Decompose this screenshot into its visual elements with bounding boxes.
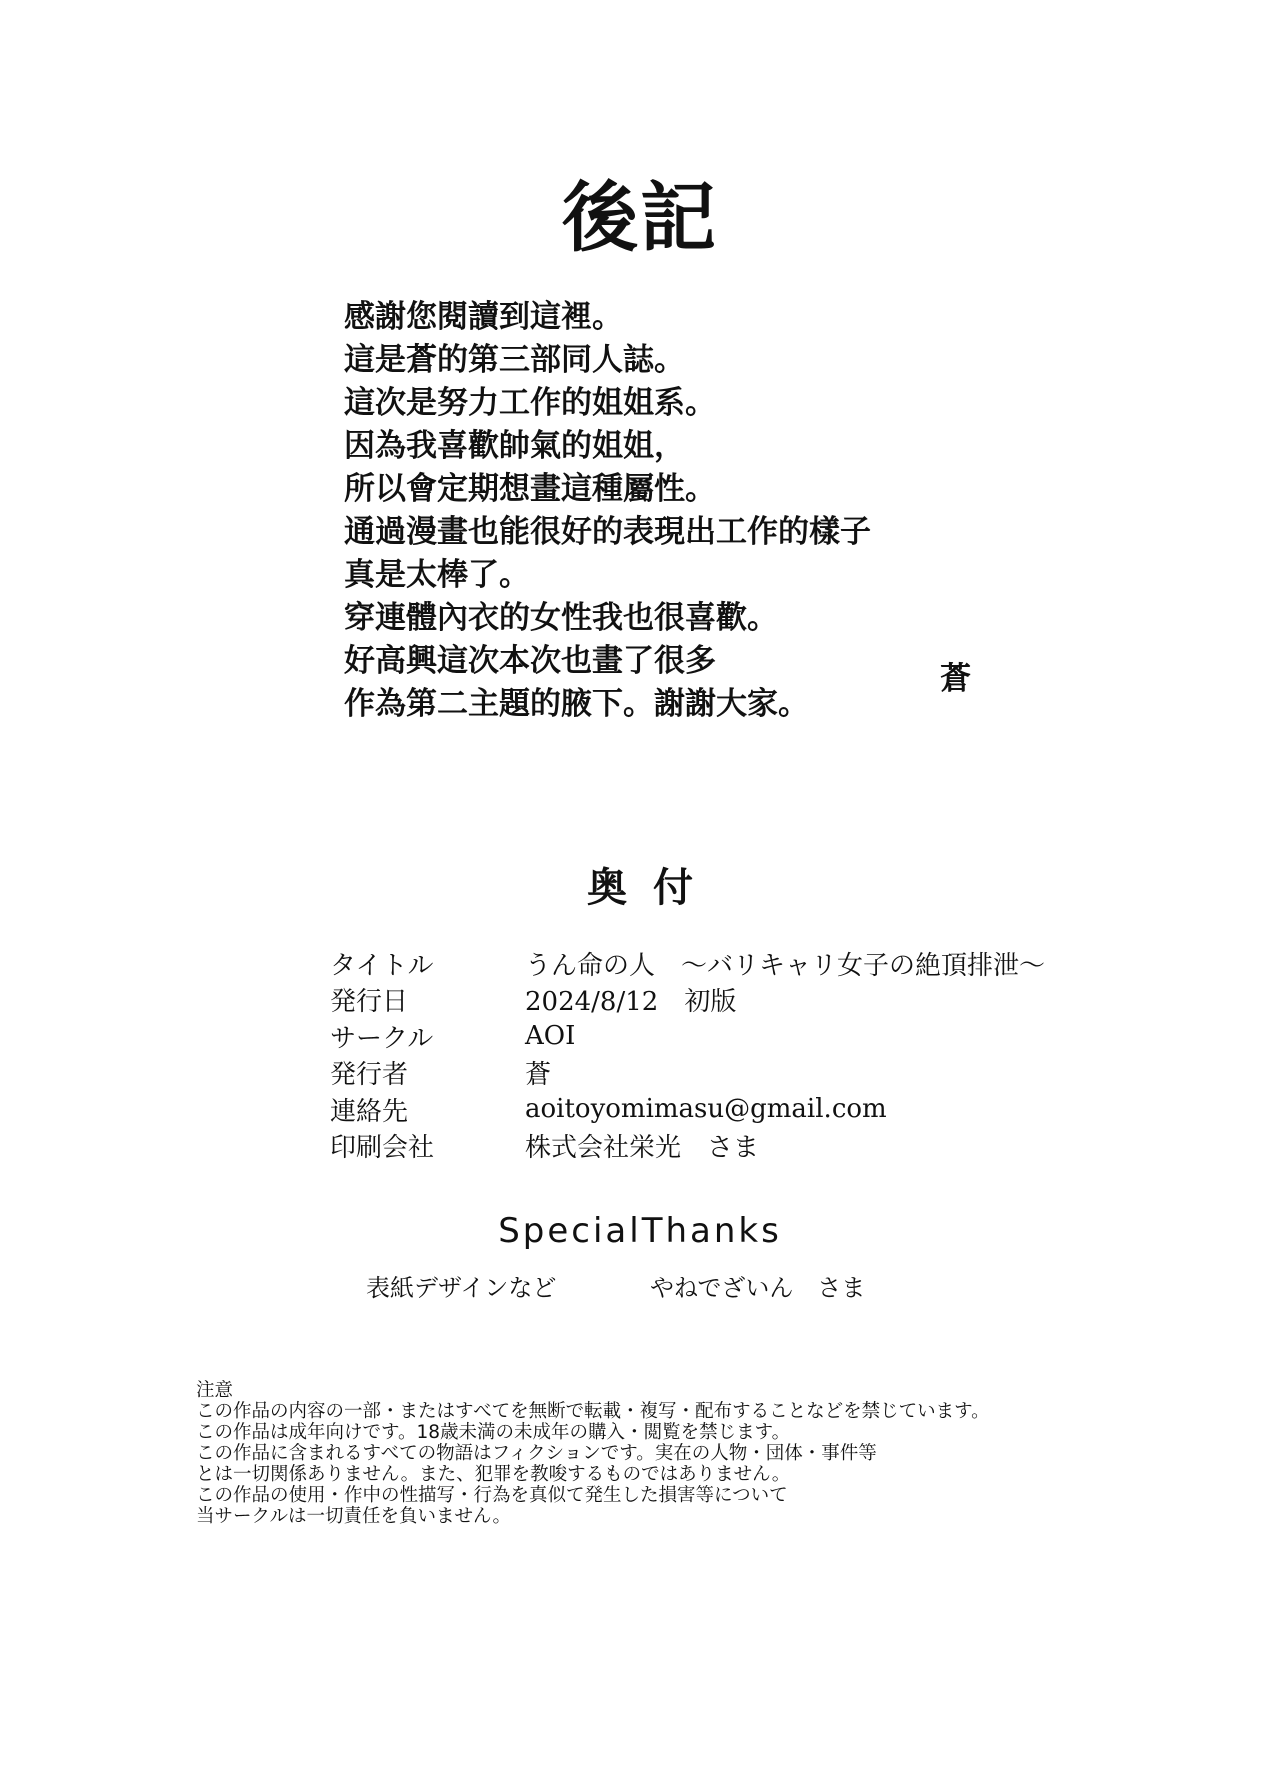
special-thanks-row — [366, 1276, 986, 1300]
colophon-label: 発行日 — [330, 987, 409, 1018]
notice-line: この作品に含まれるすべての物語はフィクションです。実在の人物・団体・事件等 — [196, 1443, 877, 1464]
contact-email: aoitoyomimasu@gmail.com — [525, 1094, 887, 1125]
colophon-value: AOI — [525, 1021, 576, 1052]
notice-line: この作品は成年向けです。18歳未満の未成年の購入・閲覧を禁じます。 — [196, 1422, 791, 1443]
colophon-row-printer — [330, 1128, 1130, 1165]
colophon-title: 奥付 — [587, 865, 719, 911]
colophon-value: うん命の人 〜バリキャリ女子の絶頂排泄〜 — [525, 950, 1046, 981]
colophon-label: タイトル — [330, 950, 434, 981]
colophon-row-circle — [330, 1018, 1130, 1055]
colophon-row-publisher — [330, 1055, 1130, 1092]
colophon-label: 発行者 — [330, 1060, 409, 1091]
colophon-label: サークル — [330, 1023, 434, 1054]
notice-line: この作品の内容の一部・またはすべてを無断で転載・複写・配布することなどを禁じています。 — [196, 1401, 990, 1422]
colophon-label: 連絡先 — [330, 1096, 409, 1127]
notice-line: とは一切関係ありません。また、犯罪を教唆するものではありません。 — [196, 1464, 791, 1485]
afterword-line: 感謝您閱讀到這裡。 — [344, 299, 623, 335]
colophon-label: 印刷会社 — [330, 1133, 435, 1164]
afterword-line: 這是蒼的第三部同人誌。 — [344, 342, 685, 378]
afterword-line: 因為我喜歡帥氣的姐姐， — [344, 428, 685, 464]
colophon-value: 蒼 — [525, 1060, 552, 1091]
afterword-line: 通過漫畫也能很好的表現出工作的樣子 — [344, 514, 871, 550]
notice-line: 当サークルは一切責任を負いません。 — [196, 1506, 512, 1527]
colophon-row-publish-date — [330, 982, 1130, 1019]
special-thanks-name: やねでざいん さま — [650, 1274, 866, 1302]
notice-line: この作品の使用・作中の性描写・行為を真似て発生した損害等について — [196, 1485, 788, 1506]
afterword-line: 真是太棒了。 — [344, 557, 530, 593]
notice-heading: 注意 — [196, 1380, 234, 1401]
colophon-row-title — [330, 945, 1130, 982]
afterword-line: 好高興這次本次也畫了很多 — [344, 643, 716, 679]
afterword-line: 所以會定期想畫這種屬性。 — [344, 471, 716, 507]
colophon-value: 2024/8/12 初版 — [525, 987, 737, 1018]
special-thanks-title: SpecialThanks — [498, 1211, 782, 1251]
afterword-line: 穿連體內衣的女性我也很喜歡。 — [344, 600, 778, 636]
legal-notice — [196, 1380, 1096, 1527]
afterword-line: 作為第二主題的腋下。謝謝大家。 — [344, 686, 809, 722]
afterword-title: 後記 — [562, 173, 718, 262]
colophon-row-contact — [330, 1091, 1130, 1128]
colophon-value: 株式会社栄光 さま — [525, 1133, 760, 1164]
colophon-table — [330, 945, 1130, 1164]
afterword-line: 這次是努力工作的姐姐系。 — [344, 385, 716, 421]
afterword-signature: 蒼 — [940, 661, 971, 697]
afterword-body — [344, 296, 964, 726]
special-thanks-role: 表紙デザインなど — [366, 1274, 557, 1302]
